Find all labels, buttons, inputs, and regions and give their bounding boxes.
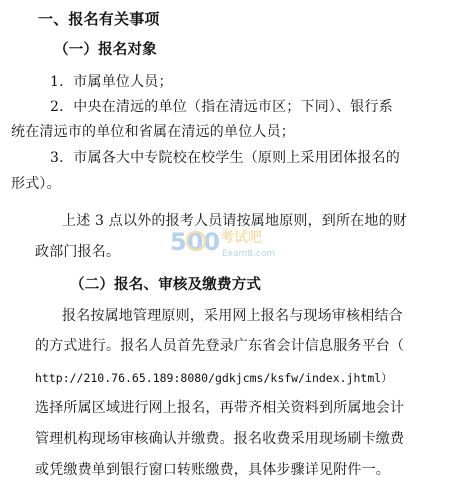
list-item-1: 1．市属单位人员；: [50, 74, 173, 90]
list-item-2-line-2: 统在清远市的单位和省属在清远的单位人员；: [11, 124, 295, 140]
paragraph-line-2: 的方式进行。报名人员首先登录广东省会计信息服务平台（: [35, 338, 405, 354]
paragraph-line-1: 报名按属地管理原则，采用网上报名与现场审核相结合: [62, 308, 403, 324]
watermark-url: Exam8.com: [222, 249, 276, 259]
paragraph-line-6: 或凭缴费单到银行窗口转账缴费，具体步骤详见附件一。: [35, 462, 390, 478]
list-item-2-line-1: 2．中央在清远的单位（指在清远市区；下同）、银行系: [50, 99, 393, 115]
list-item-3-line-1: 3．市属各大中专院校在校学生（原则上采用团体报名的: [50, 150, 400, 166]
section-title: 一、报名有关事项: [38, 10, 160, 28]
note-line-2: 政部门报名。: [35, 244, 121, 260]
paragraph-line-5: 管理机构现场审核确认并缴费。报名收费采用现场刷卡缴费: [35, 431, 405, 447]
paragraph-url-line: http://210.76.65.189:8080/gdkjcms/ksfw/index.jhtml）: [35, 371, 393, 385]
note-line-1: 上述 3 点以外的报考人员请按属地原则，到所在地的财: [62, 213, 408, 229]
watermark-logo-graphic: [168, 224, 278, 264]
watermark-number: 500: [170, 228, 221, 256]
subsection-title-2: （二）报名、审核及缴费方式: [70, 276, 262, 293]
paragraph-line-4: 选择所属区域进行网上报名，再带齐相关资料到所属地会计: [35, 400, 405, 416]
list-item-3-line-2: 形式）。: [11, 176, 61, 192]
watermark-logo: [168, 224, 278, 264]
subsection-title-1: （一）报名对象: [54, 41, 157, 58]
watermark-cn: 考试吧: [220, 230, 262, 246]
